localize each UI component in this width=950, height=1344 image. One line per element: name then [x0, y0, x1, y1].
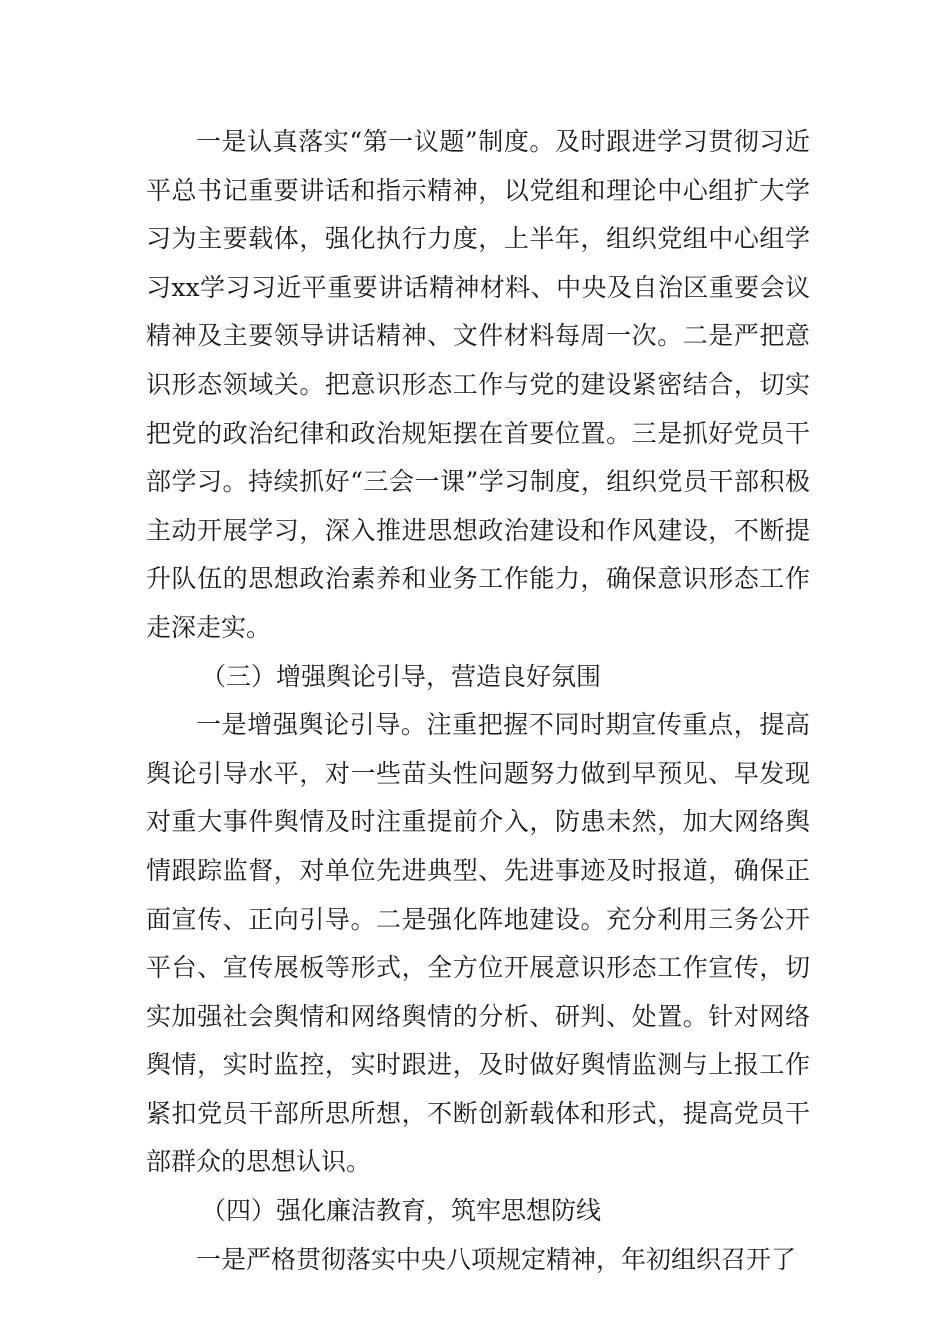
paragraph-integrity-education: 一是严格贯彻落实中央八项规定精神，年初组织召开了 — [196, 1244, 797, 1274]
section-heading-3: （三）增强舆论引导，营造良好氛围 — [201, 661, 602, 691]
paragraph-public-opinion: 一是增强舆论引导。注重把握不同时期宣传重点，提高舆论引导水平，对一些苗头性问题努力做到早预见、早发现对重大事件舆情及时注重提前介入，防患未然，加大网络舆情跟踪监督，对单位先进典型、先进事迹及时报道，确保正面宣传、正向引导。二是强化阵地建设。充分利用三务公开平台、宣传展板等形式，全方位开展意识形态工作宣传，切实加强社会舆情和网络舆情的分析、研判、处置。针对网络舆情，实时监控，实时跟进，及时做好舆情监测与上报工作紧扣党员干部所思所想，不断创新载体和形式，提高党员干部群众的思想认识。 — [146, 710, 810, 1177]
document-body — [146, 118, 810, 1284]
section-heading-4: （四）强化廉洁教育，筑牢思想防线 — [201, 1196, 602, 1226]
paragraph-study-system: 一是认真落实“第一议题”制度。及时跟进学习贯彻习近平总书记重要讲话和指示精神，以党组和理论中心组扩大学习为主要载体，强化执行力度，上半年，组织党组中心组学习xx学习习近平重要讲话精神材料、中央及自治区重要会议精神及主要领导讲话精神、文件材料每周一次。二是严把意识形态领域关。把意识形态工作与党的建设紧密结合，切实把党的政治纪律和政治规矩摆在首要位置。三是抓好党员干部学习。持续抓好“三会一课”学习制度，组织党员干部积极主动开展学习，深入推进思想政治建设和作风建设，不断提升队伍的思想政治素养和业务工作能力，确保意识形态工作走深走实。 — [146, 127, 810, 642]
